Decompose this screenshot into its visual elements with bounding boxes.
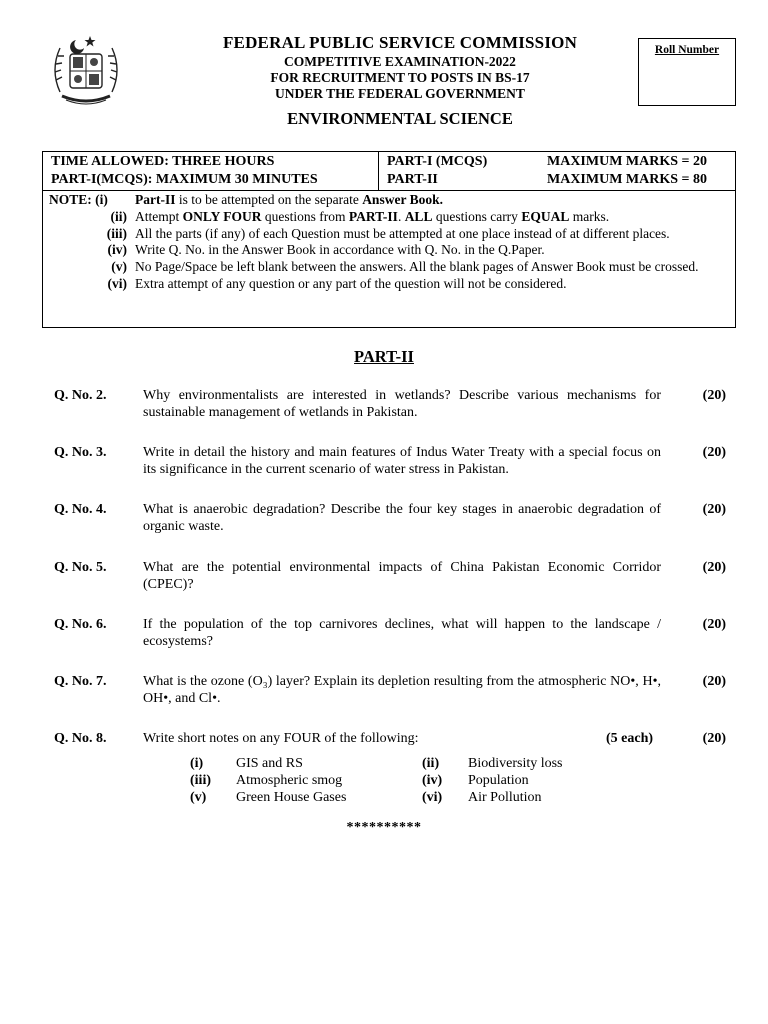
government-line: UNDER THE FEDERAL GOVERNMENT [275, 86, 525, 101]
note-label: (v) [111, 259, 127, 275]
end-marker: ********** [346, 820, 422, 835]
note-item [49, 192, 729, 209]
marks-cell [379, 152, 735, 190]
question-marks: (20) [702, 674, 726, 689]
note-item [49, 209, 729, 226]
question-marks: (20) [702, 617, 726, 632]
question-marks: (20) [702, 388, 726, 403]
option-row [190, 789, 654, 806]
part2-marks: MAXIMUM MARKS = 80 [547, 171, 708, 187]
time-marks-row [43, 152, 735, 191]
question-text: What are the potential environmental impacts of China Pakistan Economic Corridor (CPEC)? [143, 560, 661, 592]
recruitment-line: FOR RECRUITMENT TO POSTS IN BS-17 [270, 70, 530, 85]
option-roman: (iii) [190, 773, 211, 788]
note-label: (iv) [107, 242, 127, 258]
note-label: NOTE: (i) [49, 192, 108, 207]
question-text: Write in detail the history and main features of Indus Water Treaty with a special focus on its significance in the current scenario of water stress in Pakistan. [143, 445, 661, 477]
part1-label: PART-I (MCQS) [387, 154, 488, 169]
question-number: Q. No. 2. [54, 388, 107, 403]
note-item [49, 242, 729, 259]
mcqs-time: PART-I(MCQS): MAXIMUM 30 MINUTES [51, 171, 318, 187]
question-marks: (20) [702, 445, 726, 460]
note-item [49, 226, 729, 243]
note-item [49, 259, 729, 276]
question-item [54, 673, 726, 709]
exam-title: COMPETITIVE EXAMINATION-2022 [284, 54, 516, 69]
note-item [49, 276, 729, 293]
note-label: (ii) [110, 208, 127, 224]
fpsc-emblem-icon [46, 30, 126, 110]
part2-row [387, 171, 727, 189]
note-text: All the parts (if any) of each Question must be attempted at one place instead of at different places. [135, 225, 670, 241]
question-item [54, 616, 726, 652]
option-text: Population [468, 773, 529, 788]
time-cell [43, 152, 379, 190]
question-item [54, 444, 726, 480]
question-text: What is the ozone (O₃) layer? Explain its depletion resulting from the atmospheric NO•, H•, OH•, and Cl•. [143, 674, 661, 706]
question-item [54, 559, 726, 595]
question-number: Q. No. 5. [54, 560, 107, 575]
option-roman: (ii) [422, 756, 440, 771]
option-row [190, 755, 654, 772]
note-label: (iii) [106, 225, 127, 241]
note-text: No Page/Space be left blank between the answers. All the blank pages of Answer Book must be crossed. [135, 259, 699, 275]
option-text: Green House Gases [236, 790, 347, 805]
question-marks: (20) [702, 502, 726, 517]
option-roman: (i) [190, 756, 204, 771]
time-allowed: TIME ALLOWED: THREE HOURS [51, 154, 275, 169]
question-marks: (20) [702, 560, 726, 575]
note-text: Attempt ONLY FOUR questions from PART-II. ALL questions carry EQUAL marks. [135, 208, 610, 224]
option-text: Atmospheric smog [236, 773, 343, 788]
notes-section [43, 191, 735, 327]
part1-marks: MAXIMUM MARKS = 20 [547, 154, 708, 169]
option-text: GIS and RS [236, 756, 303, 771]
part2-label: PART-II [387, 171, 438, 187]
commission-title: FEDERAL PUBLIC SERVICE COMMISSION [222, 33, 578, 52]
option-roman: (iv) [422, 773, 443, 788]
question-number: Q. No. 8. [54, 731, 107, 746]
question-number: Q. No. 6. [54, 617, 107, 632]
question-text: Why environmentalists are interested in wetlands? Describe various mechanisms for sustainable management of wetlands in Pakistan. [143, 388, 661, 420]
note-text: Extra attempt of any question or any part of the question will not be considered. [135, 275, 567, 291]
note-label: (vi) [107, 275, 127, 291]
option-text: Biodiversity loss [468, 756, 563, 771]
option-row [190, 772, 654, 789]
option-roman: (vi) [422, 790, 443, 805]
question-text: What is anaerobic degradation? Describe the four key stages in anaerobic degradation of organic waste. [143, 502, 661, 534]
question-item [54, 387, 726, 423]
part1-row [387, 153, 727, 171]
part-title: PART-II [354, 347, 414, 366]
option-text: Air Pollution [468, 790, 542, 805]
question-text: If the population of the top carnivores declines, what will happen to the landscape / ecosystems? [143, 617, 661, 649]
exam-info-table [42, 151, 736, 328]
note-text: Part-II is to be attempted on the separate Answer Book. [135, 192, 443, 207]
roll-number-box[interactable] [638, 38, 736, 106]
question-each-marks: (5 each) [606, 731, 654, 746]
subject-title: ENVIRONMENTAL SCIENCE [287, 109, 513, 128]
question-marks: (20) [702, 731, 726, 746]
short-notes-options [190, 755, 654, 806]
question-text: Write short notes on any FOUR of the following: [143, 731, 419, 746]
question-number: Q. No. 3. [54, 445, 107, 460]
option-roman: (v) [190, 790, 207, 805]
roll-number-label: Roll Number [654, 44, 720, 56]
question-item [54, 501, 726, 537]
note-text: Write Q. No. in the Answer Book in accordance with Q. No. in the Q.Paper. [135, 242, 545, 258]
question-number: Q. No. 7. [54, 674, 107, 689]
question-number: Q. No. 4. [54, 502, 107, 517]
